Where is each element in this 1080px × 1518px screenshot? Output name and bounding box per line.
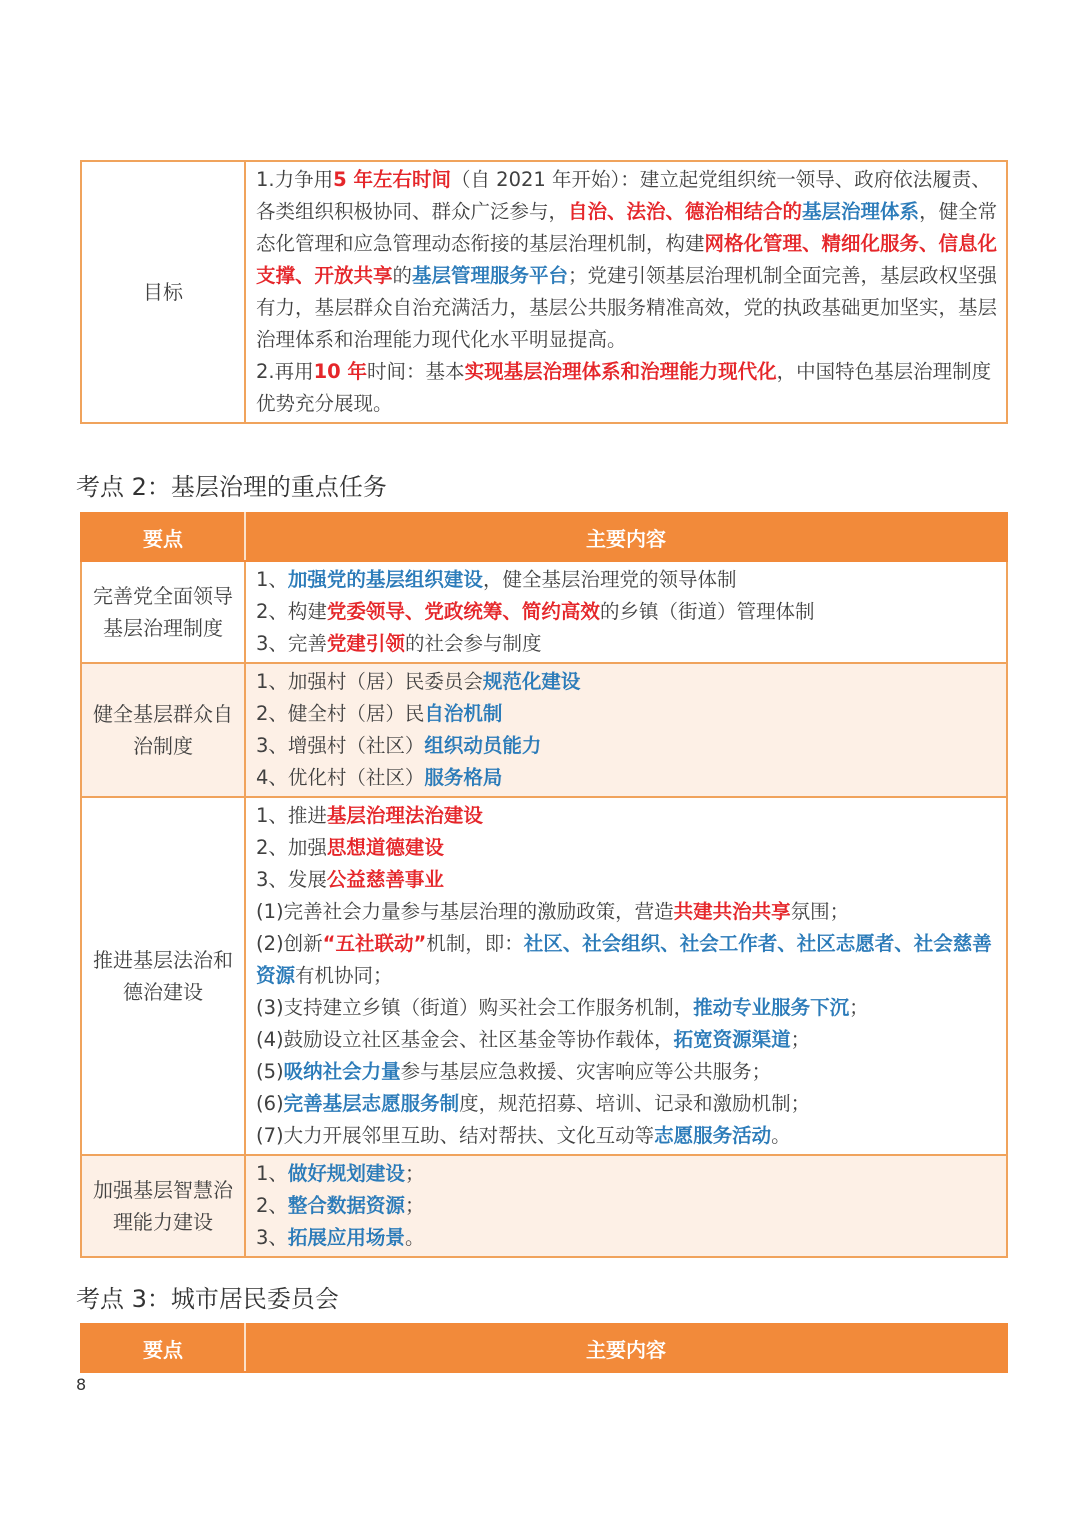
goal-content bbox=[245, 161, 1007, 423]
goal-row bbox=[81, 161, 1007, 423]
goal-highlight: 相结合的 bbox=[724, 200, 803, 223]
row-label: 加强基层智慧治理能力建设 bbox=[81, 1155, 245, 1257]
list-item: 3、增强村（社区）组织动员能力 bbox=[256, 734, 542, 757]
residents-committee-table bbox=[80, 1323, 1008, 1373]
list-item: 4、优化村（社区）服务格局 bbox=[256, 766, 503, 789]
list-item: (6)完善基层志愿服务制度，规范招募、培训、记录和激励机制； bbox=[256, 1092, 811, 1115]
goal-highlight: 基层治理体系 bbox=[802, 200, 920, 223]
list-item: (1)完善社会力量参与基层治理的激励政策，营造共建共治共享氛围； bbox=[256, 900, 850, 923]
table-row bbox=[81, 1155, 1007, 1257]
goal-text: 2.再用 bbox=[256, 360, 314, 383]
list-item: 3、发展公益慈善事业 bbox=[256, 868, 444, 891]
row-content bbox=[245, 561, 1007, 663]
list-item: (7)大力开展邻里互助、结对帮扶、文化互动等志愿服务活动。 bbox=[256, 1124, 791, 1147]
list-item: 1、加强村（居）民委员会规范化建设 bbox=[256, 670, 581, 693]
list-item: 3、完善党建引领的社会参与制度 bbox=[256, 632, 542, 655]
goal-text: ，健全常态化管理和应急管理动态衔接的基层治理机制，构建 bbox=[256, 200, 998, 255]
list-item: 2、整合数据资源； bbox=[256, 1194, 425, 1217]
goal-paragraph-2 bbox=[256, 356, 998, 420]
row-label: 完善党全面领导基层治理制度 bbox=[81, 561, 245, 663]
list-item: 2、构建党委领导、党政统筹、简约高效的乡镇（街道）管理体制 bbox=[256, 600, 815, 623]
page-number: 8 bbox=[76, 1375, 87, 1394]
tasks-table bbox=[80, 512, 1008, 1258]
list-item: (5)吸纳社会力量参与基层应急救援、灾害响应等公共服务； bbox=[256, 1060, 772, 1083]
table-row bbox=[81, 561, 1007, 663]
goal-text: 时间：基本 bbox=[367, 360, 465, 383]
header-col-main-content: 主要内容 bbox=[245, 513, 1007, 561]
goal-label: 目标 bbox=[81, 161, 245, 423]
list-item: 3、拓展应用场景。 bbox=[256, 1226, 425, 1249]
tasks-table-header bbox=[81, 513, 1007, 561]
goal-highlight: 实现基层治理体系和治理能力现代化 bbox=[464, 360, 777, 383]
list-item: 2、健全村（居）民自治机制 bbox=[256, 702, 503, 725]
goal-highlight: 5 年左右时间 bbox=[333, 168, 451, 191]
goal-text: 的 bbox=[392, 264, 413, 287]
list-item: 1、推进基层治理法治建设 bbox=[256, 804, 483, 827]
table-row bbox=[81, 797, 1007, 1155]
goal-text: 1.力争用 bbox=[256, 168, 334, 191]
goal-highlight: 自治、法治、德治 bbox=[568, 200, 725, 223]
list-item: 1、加强党的基层组织建设，健全基层治理党的领导体制 bbox=[256, 568, 737, 591]
row-label: 推进基层法治和德治建设 bbox=[81, 797, 245, 1155]
goal-table bbox=[80, 160, 1008, 424]
goal-text: ；党建引领基层治理机制全面完善，基层政权坚强有力，基层群众自治充满活力，基层公共服务精准高效，党的执政基础更加坚实，基层治理体系和治理能力现代化水平明显提高。 bbox=[256, 264, 998, 351]
header-col-main-content: 主要内容 bbox=[245, 1324, 1007, 1372]
residents-table-header bbox=[81, 1324, 1007, 1372]
list-item: (2)创新“五社联动”机制，即：社区、社会组织、社会工作者、社区志愿者、社会慈善资源有机协同； bbox=[256, 932, 992, 987]
goal-highlight: 网格化管理、精细化服务、信息化支撑、开放共享 bbox=[256, 232, 998, 287]
table-row bbox=[81, 663, 1007, 797]
list-item: (3)支持建立乡镇（街道）购买社会工作服务机制，推动专业服务下沉； bbox=[256, 996, 869, 1019]
list-item: (4)鼓励设立社区基金会、社区基金等协作载体，拓宽资源渠道； bbox=[256, 1028, 811, 1051]
section-2-title: 考点 2：基层治理的重点任务 bbox=[76, 473, 387, 501]
row-content bbox=[245, 663, 1007, 797]
section-3-title: 考点 3：城市居民委员会 bbox=[76, 1285, 339, 1313]
row-content bbox=[245, 1155, 1007, 1257]
row-content bbox=[245, 797, 1007, 1155]
goal-paragraph-1 bbox=[256, 164, 998, 356]
header-col-key-points: 要点 bbox=[81, 513, 245, 561]
goal-highlight: 10 年 bbox=[313, 360, 368, 383]
header-col-key-points: 要点 bbox=[81, 1324, 245, 1372]
goal-text: ，中国特色基层治理制度优势充分展现。 bbox=[256, 360, 992, 415]
goal-text: （自 2021 年开始）：建立起党组织统一领导、政府依法履责、各类组织积极协同、群众广泛参与， bbox=[256, 168, 991, 223]
goal-highlight: 基层管理服务平台 bbox=[412, 264, 569, 287]
list-item: 2、加强思想道德建设 bbox=[256, 836, 444, 859]
row-label: 健全基层群众自治制度 bbox=[81, 663, 245, 797]
list-item: 1、做好规划建设； bbox=[256, 1162, 425, 1185]
